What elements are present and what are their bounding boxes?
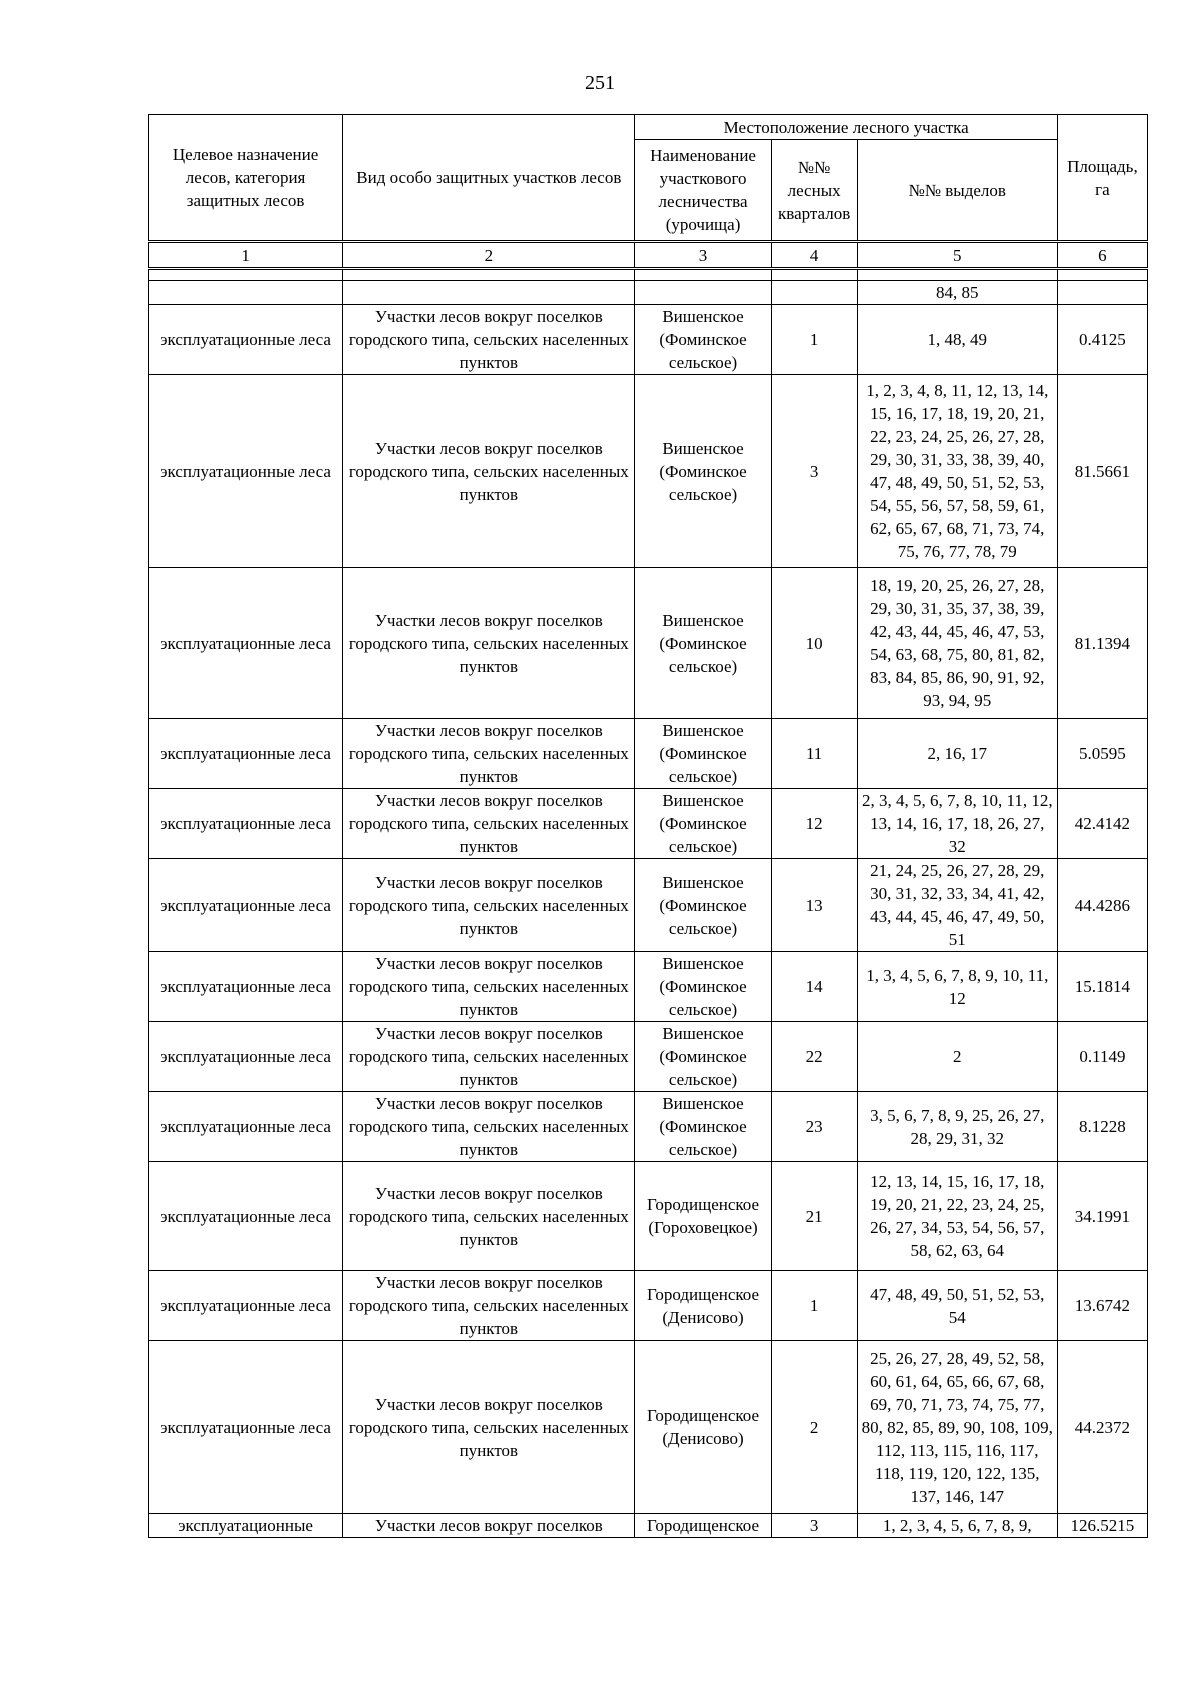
- cell-sections: 2: [857, 1022, 1057, 1092]
- cell-kind: Участки лесов вокруг поселков городского типа, сельских населенных пунктов: [343, 375, 635, 568]
- cell-forestry: Городищенское (Гороховецкое): [635, 1162, 771, 1271]
- cell-quarter: 12: [771, 789, 857, 859]
- continuation-row: [149, 281, 1148, 305]
- cell-sections: 21, 24, 25, 26, 27, 28, 29, 30, 31, 32, 33, 34, 41, 42, 43, 44, 45, 46, 47, 49, 50, 51: [857, 859, 1057, 952]
- cell-purpose: эксплуатационные леса: [149, 568, 343, 719]
- table-row: [149, 375, 1148, 568]
- column-number-row: [149, 242, 1148, 269]
- cell-kind: Участки лесов вокруг поселков городского типа, сельских населенных пунктов: [343, 952, 635, 1022]
- header-kind: Вид особо защитных участков лесов: [343, 115, 635, 242]
- cell-area: 5.0595: [1057, 719, 1147, 789]
- cell-purpose: эксплуатационные леса: [149, 375, 343, 568]
- header-forestry: Наименование участкового лесничества (урочища): [635, 140, 771, 242]
- cell-forestry: Вишенское (Фоминское сельское): [635, 859, 771, 952]
- header-location-group: Местоположение лесного участка: [635, 115, 1057, 140]
- cell-purpose: эксплуатационные леса: [149, 305, 343, 375]
- cell-quarter: 14: [771, 952, 857, 1022]
- cell-sections: 47, 48, 49, 50, 51, 52, 53, 54: [857, 1271, 1057, 1341]
- cell-quarter: 3: [771, 1514, 857, 1538]
- cell-kind: Участки лесов вокруг поселков городского типа, сельских населенных пунктов: [343, 719, 635, 789]
- table-row: [149, 1271, 1148, 1341]
- cell-quarter: 22: [771, 1022, 857, 1092]
- cell-quarter: 23: [771, 1092, 857, 1162]
- cell-kind: Участки лесов вокруг поселков городского типа, сельских населенных пунктов: [343, 859, 635, 952]
- spacer-row: [149, 269, 1148, 281]
- cell-area: 34.1991: [1057, 1162, 1147, 1271]
- column-number: 2: [343, 242, 635, 269]
- cell-kind: Участки лесов вокруг поселков городского типа, сельских населенных пунктов: [343, 568, 635, 719]
- cell-sections: 2, 3, 4, 5, 6, 7, 8, 10, 11, 12, 13, 14, 16, 17, 18, 26, 27, 32: [857, 789, 1057, 859]
- cell-kind: Участки лесов вокруг поселков городского типа, сельских населенных пунктов: [343, 305, 635, 375]
- cell-sections: 84, 85: [857, 281, 1057, 305]
- cell-area: 44.2372: [1057, 1341, 1147, 1514]
- cell-kind: Участки лесов вокруг поселков: [343, 1514, 635, 1538]
- column-number: 4: [771, 242, 857, 269]
- cell-sections: 12, 13, 14, 15, 16, 17, 18, 19, 20, 21, 22, 23, 24, 25, 26, 27, 34, 53, 54, 56, 57, 58, 62, 63, 64: [857, 1162, 1057, 1271]
- table-row: [149, 1022, 1148, 1092]
- table-row: [149, 719, 1148, 789]
- cell-quarter: 13: [771, 859, 857, 952]
- cell-area: 44.4286: [1057, 859, 1147, 952]
- cell-area: 0.4125: [1057, 305, 1147, 375]
- column-number: 6: [1057, 242, 1147, 269]
- cell-area: 81.1394: [1057, 568, 1147, 719]
- column-number: 3: [635, 242, 771, 269]
- cell-purpose: эксплуатационные леса: [149, 859, 343, 952]
- header-area: Площадь, га: [1057, 115, 1147, 242]
- cell-forestry: Вишенское (Фоминское сельское): [635, 568, 771, 719]
- cell-kind: Участки лесов вокруг поселков городского типа, сельских населенных пунктов: [343, 1022, 635, 1092]
- cell-quarter: 1: [771, 305, 857, 375]
- cell-kind: Участки лесов вокруг поселков городского типа, сельских населенных пунктов: [343, 1162, 635, 1271]
- column-number: 5: [857, 242, 1057, 269]
- header-quarter: №№ лесных кварталов: [771, 140, 857, 242]
- column-number: 1: [149, 242, 343, 269]
- table-row: [149, 1092, 1148, 1162]
- cell-forestry: Городищенское (Денисово): [635, 1271, 771, 1341]
- cell-forestry: Городищенское (Денисово): [635, 1341, 771, 1514]
- cell-quarter: 11: [771, 719, 857, 789]
- cell-area: 8.1228: [1057, 1092, 1147, 1162]
- cell-area: 81.5661: [1057, 375, 1147, 568]
- cell-area: 0.1149: [1057, 1022, 1147, 1092]
- table-row: [149, 1514, 1148, 1538]
- cell-kind: Участки лесов вокруг поселков городского типа, сельских населенных пунктов: [343, 1271, 635, 1341]
- cell-quarter: 1: [771, 1271, 857, 1341]
- cell-quarter: 10: [771, 568, 857, 719]
- cell-quarter: 2: [771, 1341, 857, 1514]
- cell-quarter: 3: [771, 375, 857, 568]
- cell-purpose: эксплуатационные леса: [149, 1022, 343, 1092]
- table-row: [149, 305, 1148, 375]
- table-row: [149, 859, 1148, 952]
- cell-forestry: Вишенское (Фоминское сельское): [635, 1022, 771, 1092]
- cell-area: 42.4142: [1057, 789, 1147, 859]
- header-sections: №№ выделов: [857, 140, 1057, 242]
- cell-purpose: эксплуатационные леса: [149, 1271, 343, 1341]
- cell-sections: 18, 19, 20, 25, 26, 27, 28, 29, 30, 31, 35, 37, 38, 39, 42, 43, 44, 45, 46, 47, 53, 54, 63, 68, 75, 80, 81, 82, 83, 84, 85, 86, 90, 91, 92, 93, 94, 95: [857, 568, 1057, 719]
- header-purpose: Целевое назначение лесов, категория защитных лесов: [149, 115, 343, 242]
- cell-forestry: Вишенское (Фоминское сельское): [635, 952, 771, 1022]
- cell-sections: 3, 5, 6, 7, 8, 9, 25, 26, 27, 28, 29, 31, 32: [857, 1092, 1057, 1162]
- cell-sections: 25, 26, 27, 28, 49, 52, 58, 60, 61, 64, 65, 66, 67, 68, 69, 70, 71, 73, 74, 75, 77, 80, 82, 85, 89, 90, 108, 109, 112, 113, 115, 116, 117, 118, 119, 120, 122, 135, 137, 146, 147: [857, 1341, 1057, 1514]
- cell-kind: Участки лесов вокруг поселков городского типа, сельских населенных пунктов: [343, 789, 635, 859]
- cell-quarter: 21: [771, 1162, 857, 1271]
- cell-area: 15.1814: [1057, 952, 1147, 1022]
- cell-purpose: эксплуатационные леса: [149, 1162, 343, 1271]
- cell-forestry: Вишенское (Фоминское сельское): [635, 719, 771, 789]
- cell-purpose: эксплуатационные леса: [149, 952, 343, 1022]
- cell-purpose: эксплуатационные: [149, 1514, 343, 1538]
- cell-kind: Участки лесов вокруг поселков городского типа, сельских населенных пунктов: [343, 1092, 635, 1162]
- table-row: [149, 789, 1148, 859]
- cell-purpose: эксплуатационные леса: [149, 1092, 343, 1162]
- cell-sections: 1, 48, 49: [857, 305, 1057, 375]
- cell-forestry: Вишенское (Фоминское сельское): [635, 1092, 771, 1162]
- cell-forestry: Городищенское: [635, 1514, 771, 1538]
- cell-forestry: Вишенское (Фоминское сельское): [635, 305, 771, 375]
- table-row: [149, 1341, 1148, 1514]
- cell-sections: 2, 16, 17: [857, 719, 1057, 789]
- table-row: [149, 568, 1148, 719]
- forest-table: [148, 114, 1148, 1538]
- cell-purpose: эксплуатационные леса: [149, 719, 343, 789]
- cell-area: 13.6742: [1057, 1271, 1147, 1341]
- cell-purpose: эксплуатационные леса: [149, 789, 343, 859]
- cell-forestry: Вишенское (Фоминское сельское): [635, 789, 771, 859]
- cell-kind: Участки лесов вокруг поселков городского типа, сельских населенных пунктов: [343, 1341, 635, 1514]
- cell-area: 126.5215: [1057, 1514, 1147, 1538]
- cell-sections: 1, 3, 4, 5, 6, 7, 8, 9, 10, 11, 12: [857, 952, 1057, 1022]
- cell-sections: 1, 2, 3, 4, 5, 6, 7, 8, 9,: [857, 1514, 1057, 1538]
- table-row: [149, 952, 1148, 1022]
- cell-sections: 1, 2, 3, 4, 8, 11, 12, 13, 14, 15, 16, 17, 18, 19, 20, 21, 22, 23, 24, 25, 26, 27, 28, 29, 30, 31, 33, 38, 39, 40, 47, 48, 49, 50, 51, 52, 53, 54, 55, 56, 57, 58, 59, 61, 62, 65, 67, 68, 71, 73, 74, 75, 76, 77, 78, 79: [857, 375, 1057, 568]
- cell-purpose: эксплуатационные леса: [149, 1341, 343, 1514]
- cell-forestry: Вишенское (Фоминское сельское): [635, 375, 771, 568]
- page-number: 251: [585, 72, 615, 94]
- table-row: [149, 1162, 1148, 1271]
